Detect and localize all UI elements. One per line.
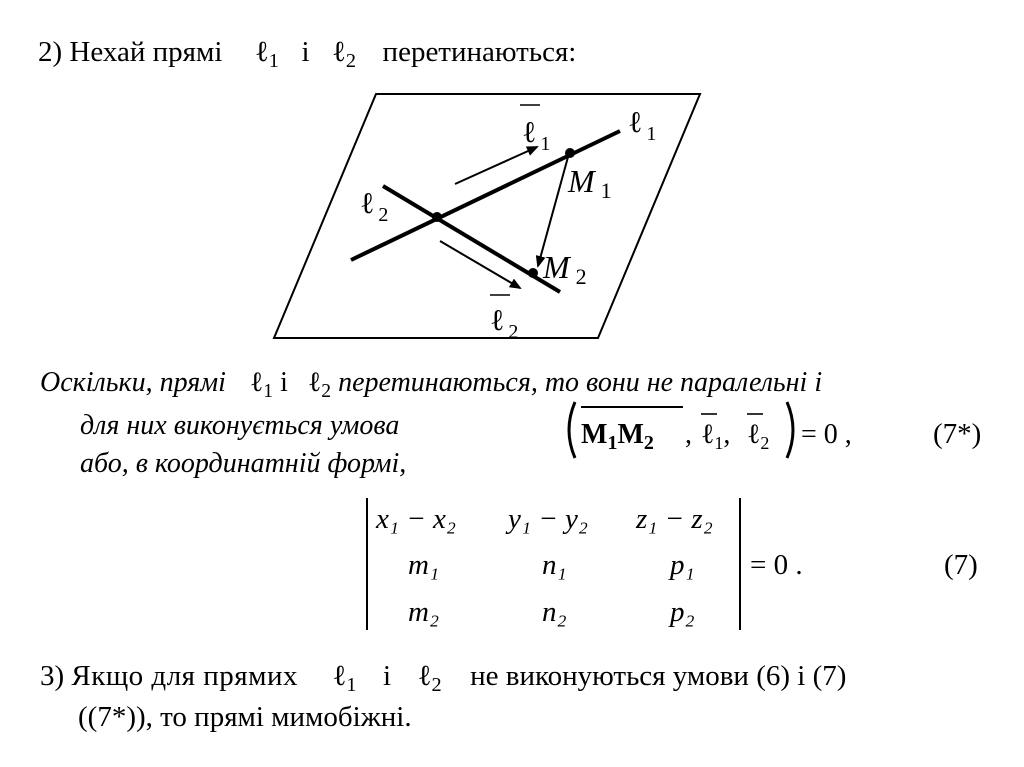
explanation-line-1: Оскільки, прямі ℓ$_1$ і ℓ$_2$ перетинаються, то вони не паралельні і	[40, 367, 823, 402]
determinant-left-bar	[366, 498, 368, 630]
svg-text:ℓ1,: ℓ$_1$,	[701, 419, 731, 453]
label-line-l2: ℓ $_2$	[360, 187, 389, 226]
line-l2-label: ℓ$_2$	[332, 36, 357, 73]
intersection-point	[432, 212, 442, 222]
label-line-l1: ℓ $_1$	[628, 106, 657, 145]
svg-text:,: ,	[685, 419, 692, 450]
direction-vector-l2	[440, 241, 520, 288]
label-point-m2: M 2	[543, 249, 587, 289]
det-r2c2: n₁	[542, 549, 567, 581]
formula-7star-svg	[561, 398, 891, 462]
svg-text:ℓ2: ℓ$_2$	[747, 419, 770, 453]
det-r1c1: x₁ − x₂	[376, 503, 456, 535]
determinant-tag: (7)	[944, 549, 978, 581]
label-vector-l1: ℓ $_1$	[522, 116, 551, 155]
case3-lead: Якщо для прямих	[71, 660, 298, 692]
line-l1-label: ℓ$_1$	[254, 36, 279, 73]
case2-tail: перетинаються:	[382, 36, 577, 68]
case2-lead: Нехай прямі	[69, 36, 223, 68]
case3-l2: ℓ$_2$	[417, 660, 442, 697]
det-r2c1: m₁	[408, 549, 440, 581]
point-m2	[528, 268, 538, 278]
determinant-eq: = 0 .	[750, 549, 803, 581]
explanation-l1: ℓ$_1$	[249, 367, 274, 402]
det-r2c3: p₁	[670, 549, 695, 581]
case3-line-2: ((7*)), то прямі мимобіжні.	[78, 701, 412, 733]
explanation-line-2: для них виконується умова	[80, 410, 400, 441]
det-r3c1: m₂	[408, 596, 440, 628]
case3-l1: ℓ$_1$	[332, 660, 357, 697]
explanation-line-3: або, в координатній формі,	[80, 448, 407, 479]
case3-number: 3)	[40, 660, 65, 692]
case2-and: і	[301, 36, 310, 68]
det-r1c3: z₁ − z₂	[636, 503, 713, 535]
svg-text:M1M2: $M_1M_2$	[581, 419, 654, 454]
svg-text:= 0 ,: = 0 ,	[801, 419, 852, 450]
label-vector-l2: ℓ $_2$	[490, 304, 519, 343]
determinant-right-bar	[739, 498, 741, 630]
explanation-l2: ℓ$_2$	[307, 367, 332, 402]
case3-tail: не виконуються умови (6) і (7)	[470, 660, 847, 692]
det-r3c2: n₂	[542, 596, 567, 628]
label-point-m1: M 1	[568, 163, 612, 203]
case2-number: 2)	[38, 36, 63, 68]
det-r1c2: y₁ − y₂	[508, 503, 588, 535]
case3-line-1: 3) Якщо для прямих ℓ$_1$ і ℓ$_2$ не виконуються умови (6) і (7)	[40, 660, 847, 697]
det-r3c3: p₂	[670, 596, 695, 628]
formula-7star-tag: (7*)	[933, 418, 982, 450]
formula-7star	[561, 398, 891, 460]
point-m1	[565, 148, 575, 158]
